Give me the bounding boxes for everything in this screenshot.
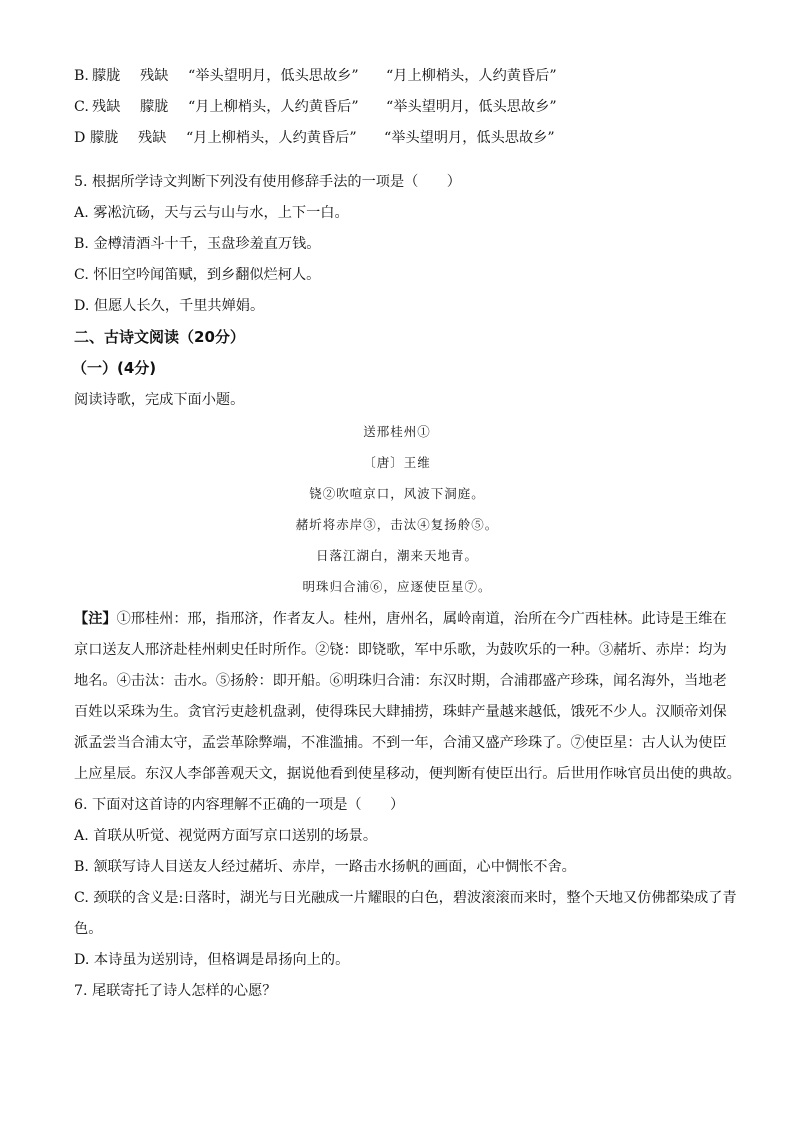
- question-5-option-d[interactable]: D. 但愿人长久，千里共婵娟。: [74, 298, 265, 314]
- option-word-2: 朦胧: [140, 99, 169, 115]
- note-line-1: 【注】①邢桂州：邢，指邢济，作者友人。桂州，唐州名，属岭南道，治所在今广西桂林。此诗是王维在: [74, 611, 727, 627]
- option-key: C.: [74, 99, 89, 115]
- question-6-stem: 6. 下面对这首诗的内容理解不正确的一项是（ ）: [74, 797, 405, 813]
- option-word-2: 残缺: [140, 68, 169, 84]
- reading-instruction: 阅读诗歌，完成下面小题。: [74, 392, 245, 408]
- question-5-stem: 5. 根据所学诗文判断下列没有使用修辞手法的一项是（ ）: [74, 174, 461, 190]
- question-5-option-b[interactable]: B. 金樽清酒斗十千，玉盘珍羞直万钱。: [74, 236, 321, 252]
- question-5-option-a[interactable]: A. 雾凇沆砀，天与云与山与水，上下一白。: [74, 205, 349, 221]
- question-6-option-b[interactable]: B. 颔联写诗人目送友人经过赭圻、赤岸，一路击水扬帆的画面，心中惆怅不舍。: [74, 859, 576, 875]
- option-word-2: 残缺: [138, 130, 167, 146]
- question-6-option-d[interactable]: D. 本诗虽为送别诗，但格调是昂扬向上的。: [74, 952, 350, 968]
- option-word-1: 残缺: [92, 99, 121, 115]
- question-6-option-c[interactable]: C. 颈联的含义是:日落时，湖光与日光融成一片耀眼的白色，碧波滚滚而来时，整个天地又仿佛都染成了青: [74, 890, 737, 906]
- option-key: D: [74, 130, 86, 146]
- poem-line-2: 赭圻将赤岸③，击汰④复扬舲⑤。: [295, 517, 499, 532]
- note-line-5: 派孟尝当合浦太守，孟尝革除弊端，不准滥捕。不到一年，合浦又盛产珍珠了。⑦使臣星：古人认为使臣: [74, 735, 727, 751]
- note-line-4: 百姓以采珠为生。贪官污吏趁机盘剥，使得珠民大肆捕捞，珠蚌产量越来越低，饿死不少人。汉顺帝刘保: [74, 704, 727, 720]
- poem-title: 送邢桂州①: [363, 424, 431, 439]
- option-word-1: 朦胧: [92, 68, 121, 84]
- note-line-6: 上应星辰。东汉人李郃善观天文，据说他看到使星移动，便判断有使臣出行。后世用作咏官员出使的典故。: [74, 766, 741, 782]
- question-5-option-c[interactable]: C. 怀旧空吟闻笛赋，到乡翻似烂柯人。: [74, 267, 321, 283]
- option-quote-2: “举头望明月，低头思故乡”: [384, 130, 555, 146]
- section-title: 二、古诗文阅读（20分）: [74, 328, 245, 346]
- question-6-option-c-cont[interactable]: 色。: [74, 921, 103, 937]
- question-7-stem: 7. 尾联寄托了诗人怎样的心愿？: [74, 983, 277, 999]
- option-quote-2: “月上柳梢头，人约黄昏后”: [386, 68, 557, 84]
- poem-author: 〔唐〕王维: [363, 455, 431, 470]
- option-quote-1: “月上柳梢头，人约黄昏后”: [186, 130, 357, 146]
- option-word-1: 朦胧: [90, 130, 119, 146]
- subsection-title: （一）(4分): [72, 359, 157, 377]
- poem-line-3: 日落江湖白，潮来天地青。: [315, 548, 478, 563]
- note-label: 【注】: [74, 611, 117, 627]
- poem-line-1: 铙②吹喧京口，风波下洞庭。: [309, 486, 485, 501]
- note-line-2: 京口送友人邢济赴桂州刺史任时所作。②铙：即铙歌，军中乐歌，为鼓吹乐的一种。③赭圻、赤岸：均为: [74, 642, 727, 658]
- question-6-option-a[interactable]: A. 首联从听觉、视觉两方面写京口送别的场景。: [74, 828, 378, 844]
- option-quote-1: “月上柳梢头，人约黄昏后”: [188, 99, 359, 115]
- option-quote-2: “举头望明月，低头思故乡”: [386, 99, 557, 115]
- option-quote-1: “举头望明月，低头思故乡”: [188, 68, 359, 84]
- poem-line-4: 明珠归合浦⑥，应逐使臣星⑦。: [302, 579, 492, 594]
- note-line-3: 地名。④击汰：击水。⑤扬舲：即开船。⑥明珠归合浦：东汉时期，合浦郡盛产珍珠，闻名海外，当地老: [74, 673, 727, 689]
- option-key: B.: [74, 68, 89, 84]
